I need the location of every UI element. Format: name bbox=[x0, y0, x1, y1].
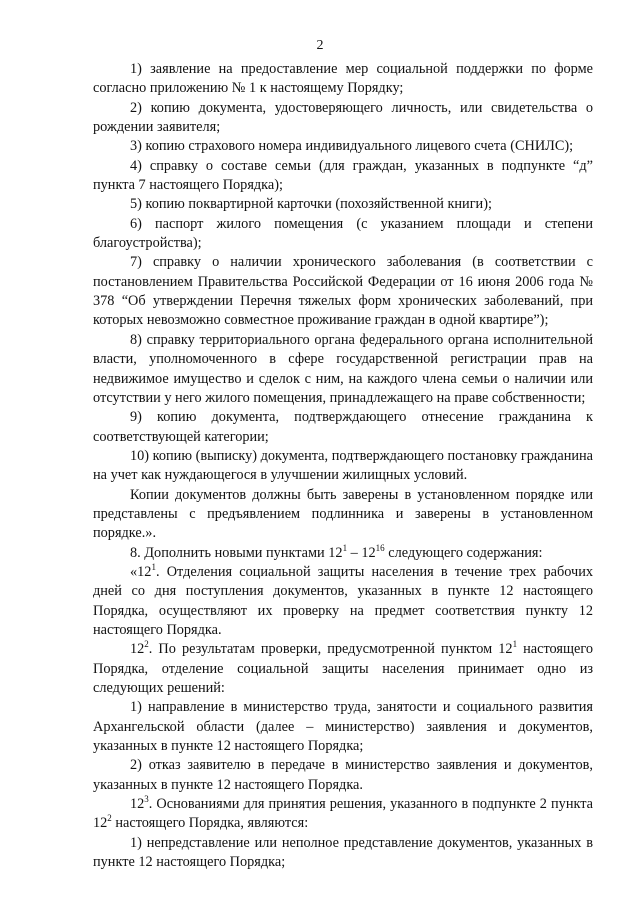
paragraph-copies-note: Копии документов должны быть заверены в установленном порядке или представлены с предъявлением подлинника и заверены в установленном порядке.». bbox=[93, 486, 593, 542]
p12-2-number: 12 bbox=[130, 641, 145, 658]
p12-1-sup: 1 bbox=[151, 561, 156, 572]
p12-1-number: «12 bbox=[130, 563, 152, 580]
amendment-8-text-end: следующего содержания: bbox=[384, 544, 543, 561]
amendment-8-sup-1: 1 bbox=[342, 542, 348, 553]
paragraph-item-8: 8) справку территориального органа федерального органа исполнительной власти, уполномоченного в сфере государственной регистрации прав на недвижимое имущество и сделок с ним, на каждого члена семьи о наличии или отсутствии у него жилого помещения, принадлежащего на праве собственности; bbox=[93, 331, 593, 406]
paragraph-12-2 bbox=[93, 640, 593, 698]
amendment-8-text-start: 8. Дополнить новыми пунктами 12 bbox=[130, 544, 343, 561]
paragraph-12-1 bbox=[93, 563, 593, 640]
paragraph-item-6: 6) паспорт жилого помещения (с указанием площади и степени благоустройства); bbox=[93, 215, 593, 252]
amendment-8-text-mid: – 12 bbox=[347, 544, 376, 561]
p12-2-text-end: настоящего Порядка, отделение социальной защиты населения принимает одно из следующих решений: bbox=[93, 641, 593, 696]
paragraph-amendment-8 bbox=[93, 544, 593, 563]
paragraph-12-3-ground-1: 1) непредставление или неполное представление документов, указанных в пункте 12 настоящего Порядка; bbox=[93, 834, 593, 871]
paragraph-item-10: 10) копию (выписку) документа, подтверждающего постановку гражданина на учет как нуждающегося в улучшении жилищных условий. bbox=[93, 447, 593, 484]
page-number: 2 bbox=[316, 38, 324, 53]
paragraph-12-3 bbox=[93, 795, 593, 834]
p12-3-text-end: настоящего Порядка, являются: bbox=[111, 815, 309, 832]
paragraph-item-2: 2) копию документа, удостоверяющего личность, или свидетельства о рождении заявителя; bbox=[93, 99, 593, 136]
p12-2-sup: 2 bbox=[144, 639, 149, 650]
amendment-8-sup-16: 16 bbox=[375, 542, 385, 553]
paragraph-item-7: 7) справку о наличии хронического заболевания (в соответствии с постановлением Правительства Российской Федерации от 16 июня 2006 года № 378 “Об утверждении Перечня тяжелых форм хронических заболеваний, при которых невозможно совместное проживание граждан в одной квартире”); bbox=[93, 254, 593, 329]
paragraph-12-2-option-2: 2) отказ заявителю в передаче в министерство заявления и документов, указанных в пункте 12 настоящего Порядка. bbox=[93, 757, 593, 793]
paragraph-item-3: 3) копию страхового номера индивидуального лицевого счета (СНИЛС); bbox=[130, 138, 574, 155]
paragraph-item-5: 5) копию поквартирной карточки (похозяйственной книги); bbox=[130, 196, 492, 213]
paragraph-item-1: 1) заявление на предоставление мер социальной поддержки по форме согласно приложению № 1 к настоящему Порядку; bbox=[93, 61, 593, 97]
p12-3-text-mid: . Основаниями для принятия решения, указанного в подпункте 2 пункта 12 bbox=[93, 796, 593, 832]
p12-2-ref-sup: 1 bbox=[512, 639, 518, 650]
p12-3-ref-sup: 2 bbox=[107, 813, 112, 824]
p12-3-number: 12 bbox=[130, 796, 145, 813]
p12-1-text: . Отделения социальной защиты населения в течение трех рабочих дней со дня поступления документов, указанных в пункте 12 настоящего Порядка, осуществляют их проверку на предмет соответствия пункту 12 настоящего Порядка. bbox=[93, 563, 593, 638]
paragraph-item-4: 4) справку о составе семьи (для граждан, указанных в подпункте “д” пункта 7 настоящего Порядка); bbox=[93, 157, 593, 194]
paragraph-12-2-option-1: 1) направление в министерство труда, занятости и социального развития Архангельской области (далее – министерство) заявления и документов, указанных в пункте 12 настоящего Порядка; bbox=[93, 699, 593, 755]
document-body bbox=[93, 60, 593, 872]
paragraph-item-9: 9) копию документа, подтверждающего отнесение гражданина к соответствующей категории; bbox=[93, 409, 593, 445]
p12-3-sup: 3 bbox=[144, 794, 149, 805]
p12-2-text-mid: . По результатам проверки, предусмотренной пунктом 12 bbox=[148, 641, 513, 658]
